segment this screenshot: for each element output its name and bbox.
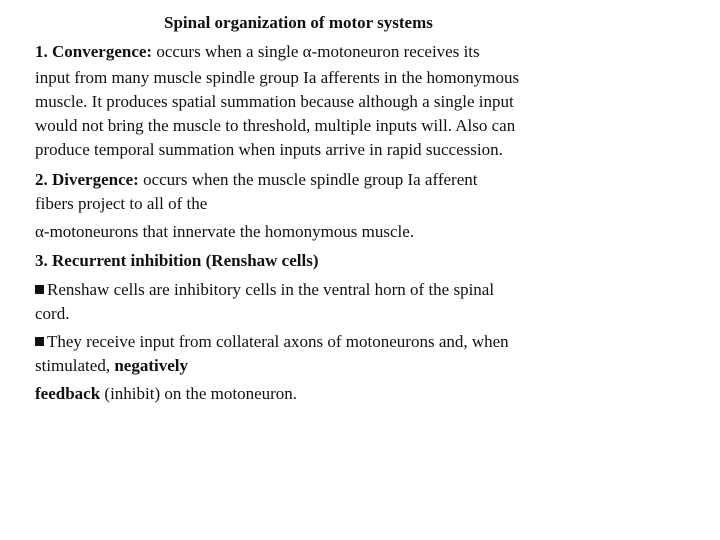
convergence-line-5: produce temporal summation when inputs arrive in rapid succession. [35, 140, 503, 159]
convergence-line-3: muscle. It produces spatial summation because although a single input [35, 92, 514, 111]
convergence-line-2: input from many muscle spindle group Ia afferents in the homonymous [35, 68, 520, 87]
renshaw-bullet-2 [35, 330, 509, 354]
renshaw-bullet-1-continuation: cord. [35, 304, 70, 323]
divergence-line-1 [35, 168, 477, 192]
renshaw-bullet-2-line-2 [35, 354, 188, 378]
renshaw-bullet-2-text-3b: (inhibit) on the motoneuron. [100, 384, 298, 403]
renshaw-bullet-2-emphasis: negatively [114, 356, 188, 375]
renshaw-bullet-2-feedback: feedback [35, 384, 101, 403]
renshaw-bullet-2-text: They receive input from collateral axons of motoneurons and, when [47, 332, 509, 351]
renshaw-bullet-1 [35, 278, 494, 302]
bullet-square-icon [35, 337, 44, 346]
slide-title: Spinal organization of motor systems [164, 13, 433, 32]
renshaw-bullet-1-text: Renshaw cells are inhibitory cells in the ventral horn of the spinal [47, 280, 495, 299]
divergence-text-1: occurs when the muscle spindle group Ia afferent [138, 170, 478, 189]
divergence-heading: 2. Divergence: [35, 170, 139, 189]
recurrent-heading: 3. Recurrent inhibition (Renshaw cells) [35, 251, 319, 270]
convergence-text-1: occurs when a single α-motoneuron receives its [152, 42, 480, 61]
divergence-line-2: fibers project to all of the [35, 194, 208, 213]
bullet-square-icon [35, 285, 44, 294]
renshaw-bullet-2-line-3 [35, 382, 297, 406]
convergence-heading: 1. Convergence: [35, 42, 153, 61]
divergence-line-3: α-motoneurons that innervate the homonymous muscle. [35, 222, 415, 241]
renshaw-bullet-2-text-2a: stimulated, [35, 356, 115, 375]
convergence-line-4: would not bring the muscle to threshold, multiple inputs will. Also can [35, 116, 516, 135]
convergence-line-1 [35, 40, 480, 64]
